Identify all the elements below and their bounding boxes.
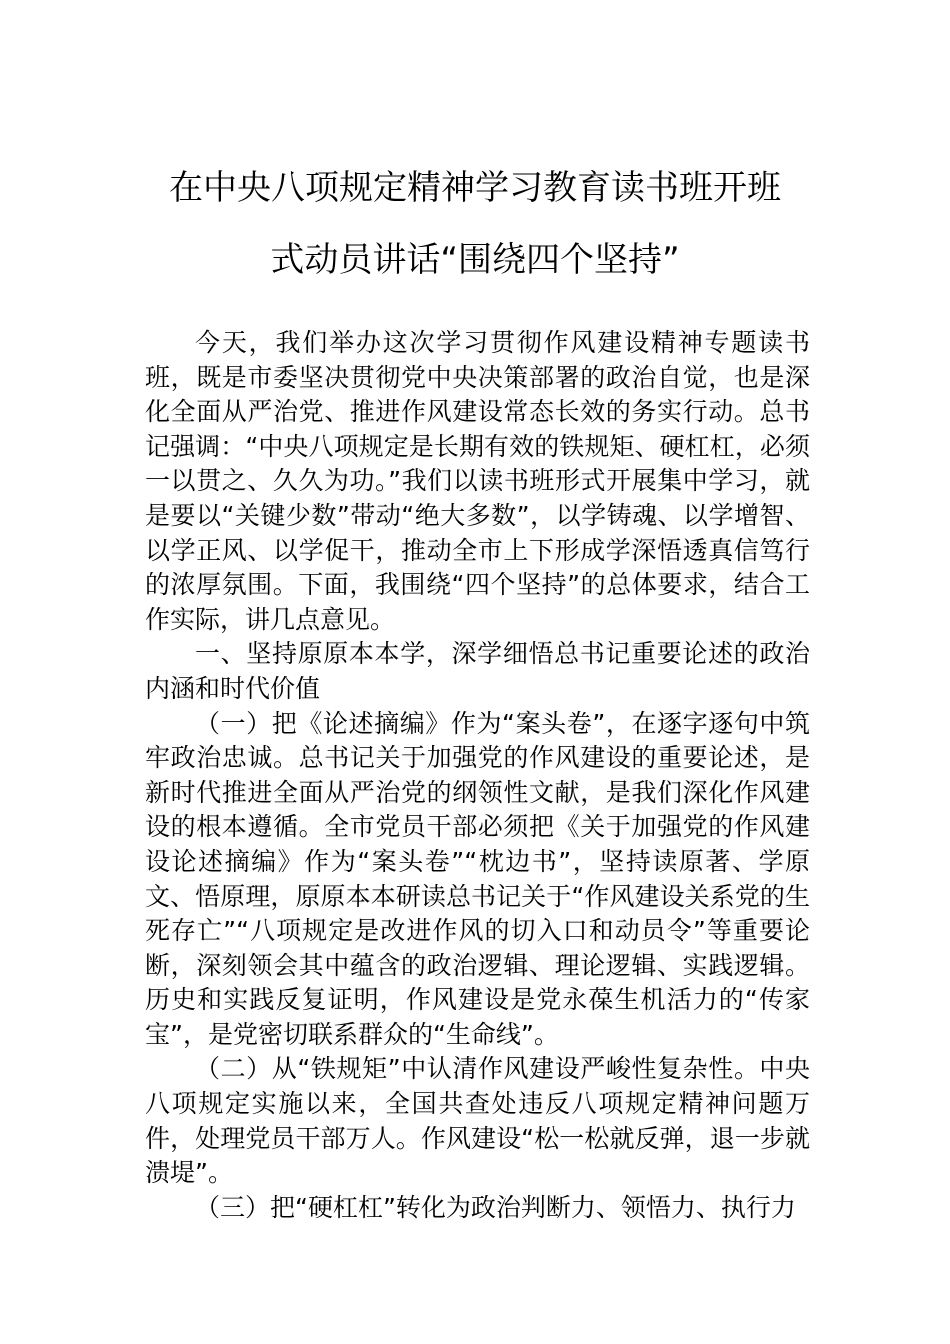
section-heading-1: 一、坚持原原本本学，深学细悟总书记重要论述的政治内涵和时代价值 (145, 639, 810, 703)
document-title-line-1: 在中央八项规定精神学习教育读书班开班 (169, 168, 781, 208)
paragraph-subsection-1: （一）把《论述摘编》作为“案头卷”，在逐字逐句中筑牢政治忠诚。总书记关于加强党的作风建设的重要论述，是新时代推进全面从严治党的纲领性文献，是我们深化作风建设的根本遵循。全市党员干部必须把《关于加强党的作风建设论述摘编》作为“案头卷”“枕边书”，坚持读原著、学原文、悟原理，原原本本研读总书记关于“作风建设关系党的生死存亡”“八项规定是改进作风的切入口和动员令”等重要论断，深刻领会其中蕴含的政治逻辑、理论逻辑、实践逻辑。历史和实践反复证明，作风建设是党永葆生机活力的“传家宝”，是党密切联系群众的“生命线”。 (145, 708, 810, 1049)
document-body (145, 326, 810, 1225)
paragraph-subsection-3: （三）把“硬杠杠”转化为政治判断力、领悟力、执行力 (195, 1192, 796, 1222)
document-title-line-2: 式动员讲话“围绕四个坚持” (270, 240, 680, 280)
paragraph-subsection-2: （二）从“铁规矩”中认清作风建设严峻性复杂性。中央八项规定实施以来，全国共查处违反八项规定精神问题万件，处理党员干部万人。作风建设“松一松就反弹，退一步就溃堤”。 (145, 1054, 810, 1188)
paragraph-intro: 今天，我们举办这次学习贯彻作风建设精神专题读书班，既是市委坚决贯彻党中央决策部署的政治自觉，也是深化全面从严治党、推进作风建设常态长效的务实行动。总书记强调：“中央八项规定是长期有效的铁规矩、硬杠杠，必须一以贯之、久久为功。”我们以读书班形式开展集中学习，就是要以“关键少数”带动“绝大多数”，以学铸魂、以学增智、以学正风、以学促干，推动全市上下形成学深悟透真信笃行的浓厚氛围。下面，我围绕“四个坚持”的总体要求，结合工作实际，讲几点意见。 (145, 328, 810, 634)
